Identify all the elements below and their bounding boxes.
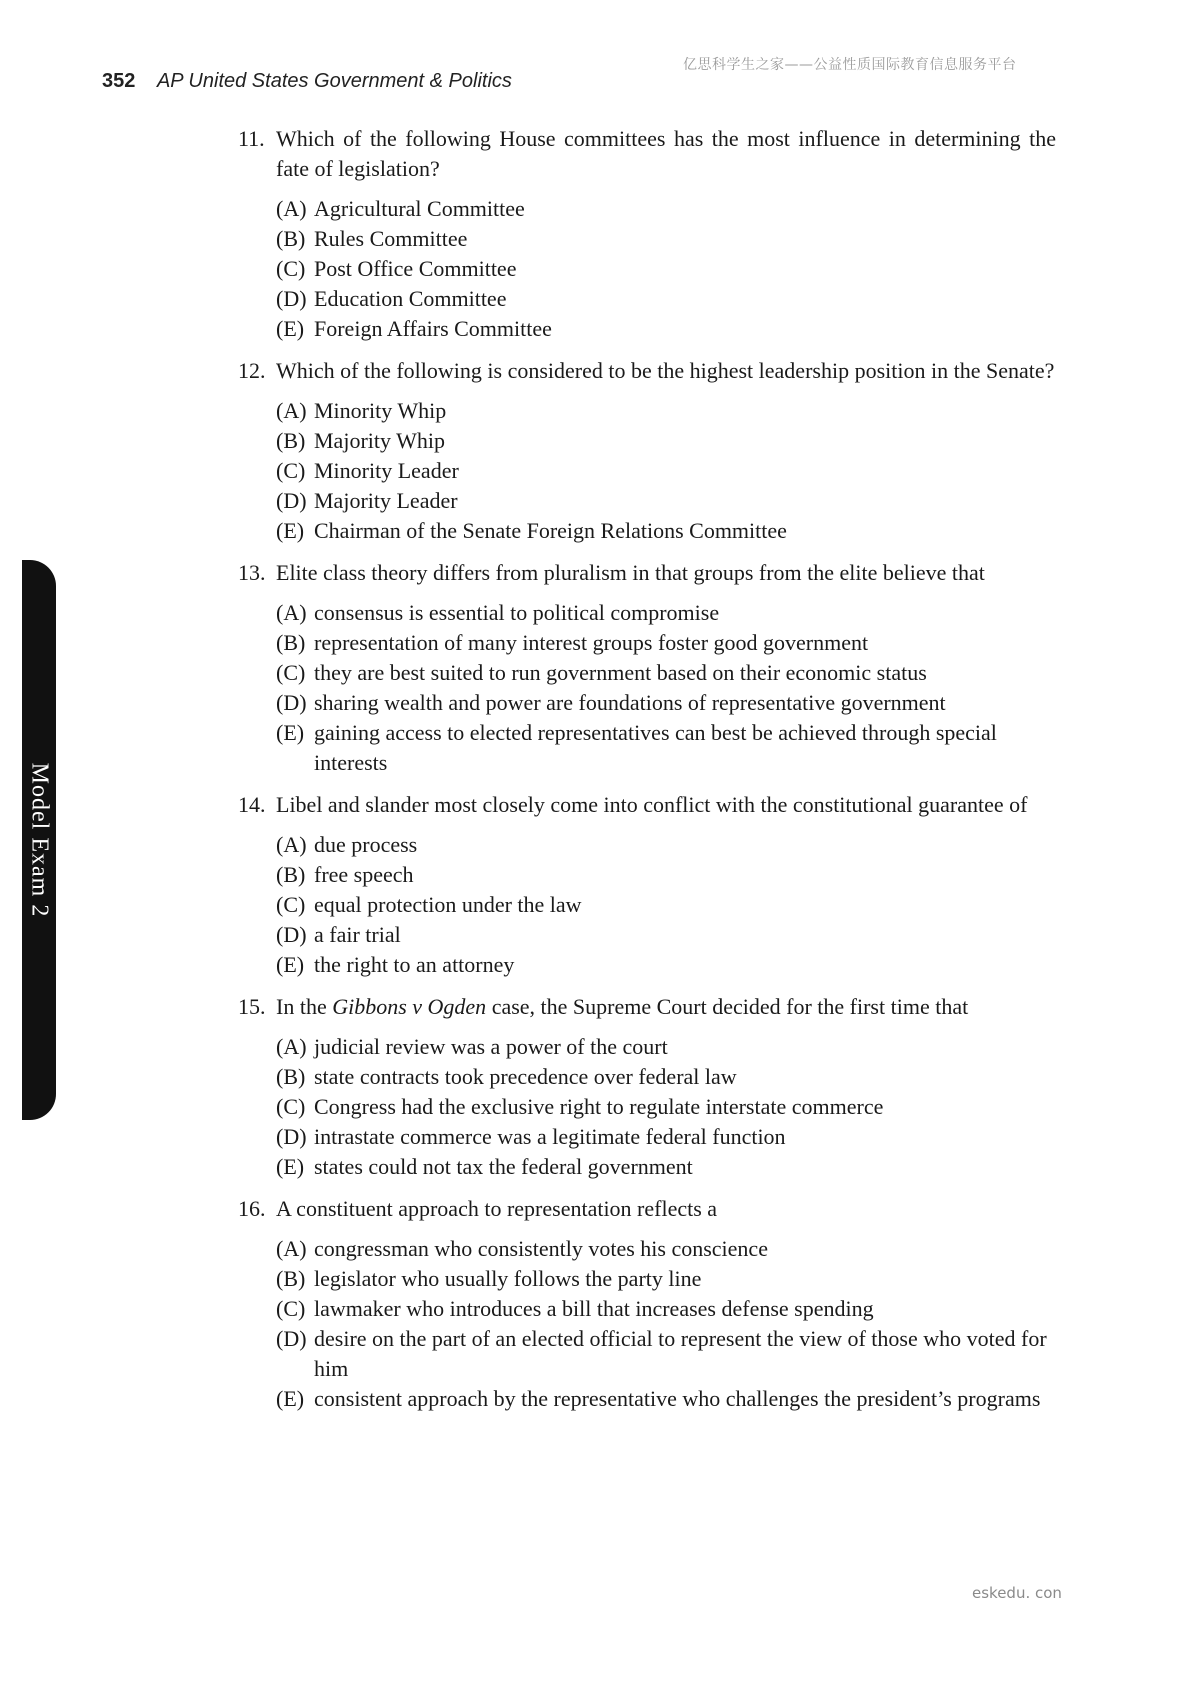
option-letter: (D) bbox=[276, 488, 307, 513]
option-list bbox=[276, 1032, 1056, 1182]
option-text: consensus is essential to political compromise bbox=[314, 600, 720, 625]
question-stem: Which of the following House committees has the most influence in determining the fate of legislation? bbox=[276, 126, 1056, 181]
option-letter: (B) bbox=[276, 226, 306, 251]
option-letter: (D) bbox=[276, 922, 307, 947]
option-text: they are best suited to run government based on their economic status bbox=[314, 660, 927, 685]
option-text: Minority Leader bbox=[314, 458, 459, 483]
option-a bbox=[276, 194, 1056, 224]
question-stem: Libel and slander most closely come into conflict with the constitutional guarantee of bbox=[276, 792, 1028, 817]
question-number: 16. bbox=[238, 1196, 266, 1221]
option-d bbox=[276, 284, 1056, 314]
option-letter: (D) bbox=[276, 1124, 307, 1149]
option-c bbox=[276, 456, 1056, 486]
question-number: 11. bbox=[238, 126, 265, 151]
option-letter: (B) bbox=[276, 862, 306, 887]
option-letter: (D) bbox=[276, 1326, 307, 1351]
option-b bbox=[276, 860, 1056, 890]
option-text: representation of many interest groups foster good government bbox=[314, 630, 869, 655]
option-text: states could not tax the federal government bbox=[314, 1154, 693, 1179]
option-text: Congress had the exclusive right to regulate interstate commerce bbox=[314, 1094, 884, 1119]
option-a bbox=[276, 598, 1056, 628]
side-tab-label: Model Exam 2 bbox=[26, 762, 53, 918]
option-text: gaining access to elected representatives can best be achieved through special interests bbox=[314, 720, 997, 775]
option-letter: (B) bbox=[276, 1064, 306, 1089]
question-number: 12. bbox=[238, 358, 266, 383]
option-letter: (C) bbox=[276, 256, 306, 281]
option-list bbox=[276, 1234, 1056, 1414]
option-letter: (B) bbox=[276, 630, 306, 655]
question-number: 15. bbox=[238, 994, 266, 1019]
option-list bbox=[276, 194, 1056, 344]
question-15 bbox=[238, 992, 1056, 1182]
watermark-text: 亿思科学生之家——公益性质国际教育信息服务平台 bbox=[683, 57, 1017, 73]
option-d bbox=[276, 688, 1056, 718]
page-header bbox=[102, 70, 512, 93]
option-text: Majority Whip bbox=[314, 428, 445, 453]
option-list bbox=[276, 396, 1056, 546]
option-letter: (A) bbox=[276, 600, 307, 625]
option-letter: (C) bbox=[276, 660, 306, 685]
option-d bbox=[276, 1122, 1056, 1152]
option-e bbox=[276, 1152, 1056, 1182]
option-b bbox=[276, 1062, 1056, 1092]
question-11 bbox=[238, 124, 1056, 344]
option-text: Minority Whip bbox=[314, 398, 447, 423]
question-number: 14. bbox=[238, 792, 266, 817]
option-text: the right to an attorney bbox=[314, 952, 515, 977]
option-letter: (E) bbox=[276, 1386, 305, 1411]
option-letter: (E) bbox=[276, 1154, 305, 1179]
option-letter: (D) bbox=[276, 690, 307, 715]
option-letter: (A) bbox=[276, 1034, 307, 1059]
option-a bbox=[276, 396, 1056, 426]
stem-text: In the bbox=[276, 994, 333, 1019]
question-stem bbox=[276, 992, 1056, 1022]
option-e bbox=[276, 1384, 1056, 1414]
option-text: desire on the part of an elected official to represent the view of those who voted for him bbox=[314, 1326, 1047, 1381]
option-letter: (C) bbox=[276, 1296, 306, 1321]
question-stem: A constituent approach to representation reflects a bbox=[276, 1196, 718, 1221]
option-text: a fair trial bbox=[314, 922, 401, 947]
stem-text: case, the Supreme Court decided for the first time that bbox=[486, 994, 969, 1019]
option-e bbox=[276, 516, 1056, 546]
option-text: Chairman of the Senate Foreign Relations Committee bbox=[314, 518, 787, 543]
question-12 bbox=[238, 356, 1056, 546]
option-letter: (E) bbox=[276, 952, 305, 977]
option-b bbox=[276, 1264, 1056, 1294]
option-a bbox=[276, 830, 1056, 860]
option-text: Agricultural Committee bbox=[314, 196, 525, 221]
side-tab bbox=[22, 560, 56, 1120]
option-letter: (D) bbox=[276, 286, 307, 311]
option-letter: (E) bbox=[276, 720, 305, 745]
option-letter: (A) bbox=[276, 832, 307, 857]
option-letter: (A) bbox=[276, 196, 307, 221]
option-text: consistent approach by the representative who challenges the president’s programs bbox=[314, 1386, 1041, 1411]
book-title: AP United States Government & Politics bbox=[156, 70, 512, 92]
option-b bbox=[276, 224, 1056, 254]
option-letter: (A) bbox=[276, 398, 307, 423]
option-d bbox=[276, 486, 1056, 516]
option-list bbox=[276, 598, 1056, 778]
option-d bbox=[276, 920, 1056, 950]
option-text: free speech bbox=[314, 862, 414, 887]
option-c bbox=[276, 1294, 1056, 1324]
option-c bbox=[276, 658, 1056, 688]
option-text: Majority Leader bbox=[314, 488, 458, 513]
option-letter: (A) bbox=[276, 1236, 307, 1261]
option-a bbox=[276, 1032, 1056, 1062]
option-text: legislator who usually follows the party line bbox=[314, 1266, 702, 1291]
question-stem: Which of the following is considered to be the highest leadership position in the Senate? bbox=[276, 358, 1055, 383]
option-letter: (E) bbox=[276, 316, 305, 341]
option-text: Post Office Committee bbox=[314, 256, 517, 281]
option-e bbox=[276, 314, 1056, 344]
question-stem: Elite class theory differs from pluralism in that groups from the elite believe that bbox=[276, 560, 985, 585]
page-number: 352 bbox=[102, 70, 136, 92]
question-number: 13. bbox=[238, 560, 266, 585]
question-list bbox=[238, 124, 1056, 1426]
case-name: Gibbons v Ogden bbox=[332, 994, 487, 1019]
option-text: congressman who consistently votes his conscience bbox=[314, 1236, 768, 1261]
option-text: sharing wealth and power are foundations of representative government bbox=[314, 690, 946, 715]
option-text: Foreign Affairs Committee bbox=[314, 316, 552, 341]
option-e bbox=[276, 950, 1056, 980]
footer-watermark: eskedu. con bbox=[972, 1584, 1062, 1602]
option-text: intrastate commerce was a legitimate federal function bbox=[314, 1124, 786, 1149]
option-letter: (C) bbox=[276, 458, 306, 483]
option-letter: (B) bbox=[276, 428, 306, 453]
option-text: lawmaker who introduces a bill that increases defense spending bbox=[314, 1296, 874, 1321]
option-text: due process bbox=[314, 832, 418, 857]
option-letter: (E) bbox=[276, 518, 305, 543]
option-text: state contracts took precedence over federal law bbox=[314, 1064, 737, 1089]
option-c bbox=[276, 1092, 1056, 1122]
option-c bbox=[276, 890, 1056, 920]
question-14 bbox=[238, 790, 1056, 980]
option-c bbox=[276, 254, 1056, 284]
option-text: Rules Committee bbox=[314, 226, 468, 251]
option-text: equal protection under the law bbox=[314, 892, 582, 917]
option-letter: (B) bbox=[276, 1266, 306, 1291]
option-list bbox=[276, 830, 1056, 980]
option-e bbox=[276, 718, 1056, 778]
option-text: judicial review was a power of the court bbox=[314, 1034, 668, 1059]
option-d bbox=[276, 1324, 1056, 1384]
question-13 bbox=[238, 558, 1056, 778]
option-text: Education Committee bbox=[314, 286, 507, 311]
option-b bbox=[276, 628, 1056, 658]
option-b bbox=[276, 426, 1056, 456]
option-letter: (C) bbox=[276, 892, 306, 917]
question-16 bbox=[238, 1194, 1056, 1414]
option-a bbox=[276, 1234, 1056, 1264]
option-letter: (C) bbox=[276, 1094, 306, 1119]
